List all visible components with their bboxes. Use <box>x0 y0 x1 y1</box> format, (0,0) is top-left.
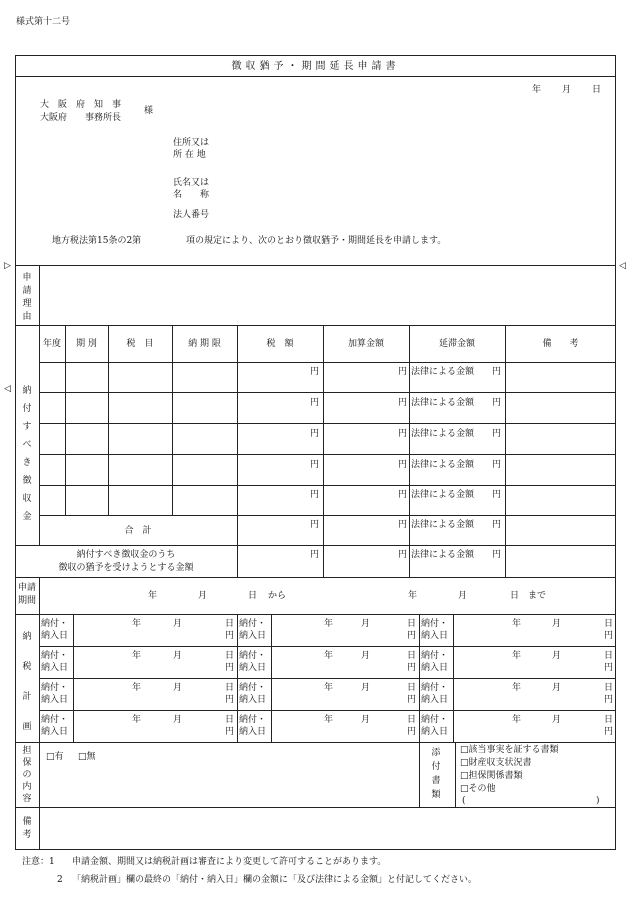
notes-prefix: 注意：1 <box>22 857 55 867</box>
plan-r1-c1-month: 月 <box>173 619 183 629</box>
plan-r1-c3-yen: 円 <box>604 631 614 641</box>
header-late-fee: 延滞金額 <box>438 339 475 349</box>
plan-r4-c2-pay-label-1: 納付・ <box>239 715 267 725</box>
plan-r2-c2-pay-label-1: 納付・ <box>239 651 267 661</box>
address-label-2: 所 在 地 <box>173 150 206 160</box>
plan-r4-c1-month: 月 <box>173 715 183 725</box>
total-tax-yen: 円 <box>309 520 319 530</box>
attachment-evidence[interactable]: □該当事実を証する書類 <box>460 745 559 755</box>
period-label: 申請期間 <box>17 583 36 606</box>
divider <box>15 325 616 326</box>
address-label-1: 住所又は <box>173 138 210 148</box>
plan-r3-c3-pay-label-2: 納入日 <box>421 695 449 705</box>
period-to: まで <box>528 591 547 601</box>
addressee-line-1: 大 阪 府 知 事 <box>40 100 122 110</box>
divider <box>39 325 40 545</box>
plan-side-label: 納税計画 <box>22 632 32 732</box>
divider <box>15 76 616 77</box>
plan-r2-c3-year: 年 <box>512 651 522 661</box>
header-period: 期 別 <box>76 339 97 349</box>
period-to-day: 日 <box>510 591 520 601</box>
plan-r4-c2-pay-label-2: 納入日 <box>239 727 267 737</box>
addressee-honorific: 様 <box>144 106 154 116</box>
plan-r1-c2-year: 年 <box>324 619 334 629</box>
plan-r1-c1-pay-label-1: 納付・ <box>41 619 69 629</box>
row-3-tax-yen: 円 <box>309 429 319 439</box>
total-legal-yen: 円 <box>491 520 501 530</box>
attachments-side-label: 添付書類 <box>431 748 441 800</box>
row-2-add-yen: 円 <box>397 398 407 408</box>
divider <box>15 265 616 266</box>
plan-r4-c1-year: 年 <box>132 715 142 725</box>
plan-r4-c1-pay-label-1: 納付・ <box>41 715 69 725</box>
plan-r2-c3-month: 月 <box>552 651 562 661</box>
plan-r3-c3-year: 年 <box>512 683 522 693</box>
deferral-add-yen: 円 <box>397 550 407 560</box>
attachment-paren-open: ( <box>462 796 466 806</box>
plan-r2-c2-month: 月 <box>361 651 371 661</box>
corp-number-label: 法人番号 <box>173 210 210 220</box>
date-year: 年 <box>532 85 542 95</box>
collateral-yes[interactable]: □有 <box>46 752 64 762</box>
plan-r2-c1-day: 日 <box>225 651 235 661</box>
remarks-label: 備考 <box>22 817 32 840</box>
name-label-1: 氏名又は <box>173 178 210 188</box>
total-add-yen: 円 <box>397 520 407 530</box>
header-tax-item: 税 目 <box>126 339 154 349</box>
plan-r2-c3-day: 日 <box>604 651 614 661</box>
plan-r4-c3-day: 日 <box>604 715 614 725</box>
plan-r4-c3-pay-label-1: 納付・ <box>421 715 449 725</box>
plan-r3-c1-month: 月 <box>173 683 183 693</box>
plan-r3-c1-day: 日 <box>225 683 235 693</box>
plan-r1-c1-pay-label-2: 納入日 <box>41 631 69 641</box>
plan-r2-c1-pay-label-1: 納付・ <box>41 651 69 661</box>
row-1-add-yen: 円 <box>397 367 407 377</box>
plan-r3-c1-pay-label-1: 納付・ <box>41 683 69 693</box>
plan-r2-c2-year: 年 <box>324 651 334 661</box>
deferral-label-2: 徴収の猶予を受けようとする金額 <box>58 563 194 573</box>
plan-r3-c2-year: 年 <box>324 683 334 693</box>
form-title: 徴収猶予・期間延長申請書 <box>231 61 400 72</box>
plan-r3-c2-month: 月 <box>361 683 371 693</box>
header-notes: 備 考 <box>542 339 579 349</box>
plan-r3-c1-pay-label-2: 納入日 <box>41 695 69 705</box>
attachment-other[interactable]: □その他 <box>460 784 496 794</box>
reason-label: 申請理由 <box>22 273 32 322</box>
attachment-finance-status[interactable]: □財産収支状況書 <box>460 758 532 768</box>
divider <box>39 807 40 850</box>
deferral-label-1: 納付すべき徴収金のうち <box>76 550 176 560</box>
note-2: 「納税計画」欄の最終の「納付・納入日」欄の金額に「及び法律による金額」と付記してください。 <box>72 875 478 885</box>
plan-r2-c3-pay-label-2: 納入日 <box>421 663 449 673</box>
period-to-year: 年 <box>408 591 418 601</box>
plan-r3-c2-pay-label-1: 納付・ <box>239 683 267 693</box>
divider <box>455 742 456 807</box>
date-day: 日 <box>592 85 602 95</box>
tax-side-label: 納付すべき徴収金 <box>22 386 32 522</box>
row-1-legal: 法律による金額 <box>411 367 475 377</box>
header-year: 年度 <box>42 339 61 349</box>
plan-r4-c1-day: 日 <box>225 715 235 725</box>
row-2-tax-yen: 円 <box>309 398 319 408</box>
plan-r1-c2-yen: 円 <box>407 631 417 641</box>
plan-r3-c1-year: 年 <box>132 683 142 693</box>
header-due-date: 納 期 限 <box>188 339 221 349</box>
plan-r2-c3-yen: 円 <box>604 663 614 673</box>
plan-r1-c2-pay-label-2: 納入日 <box>239 631 267 641</box>
plan-r1-c1-year: 年 <box>132 619 142 629</box>
form-frame <box>15 55 616 850</box>
header-additional: 加算金額 <box>347 339 384 349</box>
plan-r4-c2-yen: 円 <box>407 727 417 737</box>
period-to-month: 月 <box>458 591 468 601</box>
plan-r3-c3-day: 日 <box>604 683 614 693</box>
row-5-legal: 法律による金額 <box>411 490 475 500</box>
divider <box>15 807 616 808</box>
row-4-add-yen: 円 <box>397 460 407 470</box>
name-label-2: 名 称 <box>173 190 210 200</box>
plan-r1-c1-day: 日 <box>225 619 235 629</box>
collateral-no[interactable]: □無 <box>78 752 96 762</box>
row-1-legal-yen: 円 <box>491 367 501 377</box>
addressee-line-2: 大阪府 事務所長 <box>40 113 122 123</box>
divider <box>39 710 616 711</box>
divider <box>39 742 40 807</box>
plan-r4-c3-year: 年 <box>512 715 522 725</box>
divider <box>39 515 616 516</box>
divider <box>39 678 616 679</box>
note-1: 申請金額、期間又は納税計画は審査により変更して許可することがあります。 <box>72 857 387 867</box>
row-5-legal-yen: 円 <box>491 490 501 500</box>
plan-r4-c3-yen: 円 <box>604 727 614 737</box>
header-tax-amount: 税 額 <box>266 339 294 349</box>
divider <box>39 454 616 455</box>
plan-r2-c2-pay-label-2: 納入日 <box>239 663 267 673</box>
divider <box>39 423 616 424</box>
plan-r1-c3-month: 月 <box>552 619 562 629</box>
row-2-legal-yen: 円 <box>491 398 501 408</box>
collateral-side-label: 担保の内容 <box>22 746 32 804</box>
plan-r2-c1-yen: 円 <box>225 663 235 673</box>
divider <box>39 265 40 325</box>
plan-r2-c1-year: 年 <box>132 651 142 661</box>
divider <box>15 577 616 578</box>
plan-r2-c1-pay-label-2: 納入日 <box>41 663 69 673</box>
plan-r2-c2-yen: 円 <box>407 663 417 673</box>
divider <box>65 325 66 515</box>
divider <box>15 614 616 615</box>
plan-r4-c2-month: 月 <box>361 715 371 725</box>
attachment-paren-close: ) <box>596 796 600 806</box>
left-marker-triangle-2: ◁ <box>4 384 11 394</box>
row-4-legal: 法律による金額 <box>411 460 475 470</box>
divider <box>39 362 616 363</box>
divider <box>419 742 420 807</box>
divider <box>39 646 616 647</box>
plan-r1-c2-pay-label-1: 納付・ <box>239 619 267 629</box>
statement-text: 項の規定により、次のとおり徴収猶予・期間延長を申請します。 <box>186 236 447 246</box>
row-4-legal-yen: 円 <box>491 460 501 470</box>
period-from-month: 月 <box>198 591 208 601</box>
row-5-add-yen: 円 <box>397 490 407 500</box>
left-marker-triangle: ▷ <box>4 261 11 271</box>
statement-law: 地方税法第15条の2第 <box>52 236 142 246</box>
date-month: 月 <box>562 85 572 95</box>
row-1-tax-yen: 円 <box>309 367 319 377</box>
divider <box>39 392 616 393</box>
plan-r3-c3-month: 月 <box>552 683 562 693</box>
plan-r2-c3-pay-label-1: 納付・ <box>421 651 449 661</box>
plan-r3-c2-yen: 円 <box>407 695 417 705</box>
period-from-year: 年 <box>148 591 158 601</box>
plan-r1-c2-day: 日 <box>407 619 417 629</box>
period-from-day: 日 <box>248 591 258 601</box>
plan-r3-c2-day: 日 <box>407 683 417 693</box>
row-3-legal: 法律による金額 <box>411 429 475 439</box>
deferral-legal-yen: 円 <box>491 550 501 560</box>
right-marker-triangle: ◁ <box>619 261 626 271</box>
total-legal: 法律による金額 <box>411 520 475 530</box>
plan-r1-c3-year: 年 <box>512 619 522 629</box>
plan-r4-c2-day: 日 <box>407 715 417 725</box>
plan-r2-c2-day: 日 <box>407 651 417 661</box>
plan-r4-c3-month: 月 <box>552 715 562 725</box>
plan-r3-c3-yen: 円 <box>604 695 614 705</box>
divider <box>108 325 109 515</box>
row-5-tax-yen: 円 <box>309 490 319 500</box>
divider <box>15 545 616 546</box>
form-number: 様式第十二号 <box>16 17 71 27</box>
plan-r3-c1-yen: 円 <box>225 695 235 705</box>
row-2-legal: 法律による金額 <box>411 398 475 408</box>
plan-r3-c3-pay-label-1: 納付・ <box>421 683 449 693</box>
notes-num-2: 2 <box>57 875 63 885</box>
deferral-tax-yen: 円 <box>309 550 319 560</box>
plan-r1-c3-day: 日 <box>604 619 614 629</box>
period-from: から <box>268 591 287 601</box>
row-3-add-yen: 円 <box>397 429 407 439</box>
row-3-legal-yen: 円 <box>491 429 501 439</box>
divider <box>39 485 616 486</box>
plan-r4-c2-year: 年 <box>324 715 334 725</box>
row-4-tax-yen: 円 <box>309 460 319 470</box>
plan-r4-c3-pay-label-2: 納入日 <box>421 727 449 737</box>
divider <box>39 577 40 614</box>
plan-r4-c1-yen: 円 <box>225 727 235 737</box>
plan-r3-c2-pay-label-2: 納入日 <box>239 695 267 705</box>
plan-r1-c1-yen: 円 <box>225 631 235 641</box>
total-label: 合 計 <box>124 526 152 536</box>
attachment-collateral-docs[interactable]: □担保関係書類 <box>460 771 523 781</box>
deferral-legal: 法律による金額 <box>411 550 475 560</box>
plan-r4-c1-pay-label-2: 納入日 <box>41 727 69 737</box>
plan-r1-c2-month: 月 <box>361 619 371 629</box>
plan-r1-c3-pay-label-1: 納付・ <box>421 619 449 629</box>
plan-r1-c3-pay-label-2: 納入日 <box>421 631 449 641</box>
divider <box>172 325 173 515</box>
plan-r2-c1-month: 月 <box>173 651 183 661</box>
divider <box>15 742 616 743</box>
